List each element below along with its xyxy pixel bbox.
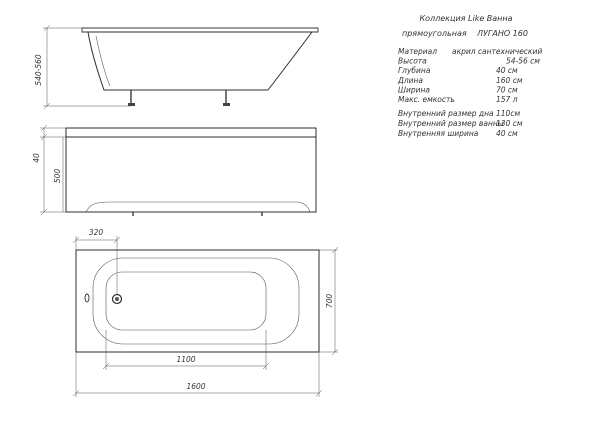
front-view-rim bbox=[66, 128, 316, 137]
spec-block bbox=[397, 14, 542, 138]
spec-value: 54-56 см bbox=[506, 56, 540, 66]
side-height-label: 540-560 bbox=[34, 54, 43, 86]
spec-label: Глубина bbox=[398, 66, 431, 76]
leg-foot bbox=[223, 103, 230, 106]
front-height-label: 500 bbox=[53, 168, 62, 184]
shape-label: прямоугольная bbox=[402, 29, 467, 38]
width-label: 700 bbox=[325, 293, 334, 309]
spec-value: акрил сантехнический bbox=[452, 47, 543, 56]
front-depth-label: 40 bbox=[32, 153, 41, 163]
overflow-icon bbox=[85, 294, 89, 302]
spec-label: Макс. емкость bbox=[398, 95, 455, 104]
spec-value: 130 см bbox=[496, 119, 523, 128]
drain-icon-center bbox=[115, 297, 119, 301]
spec-value: 160 см bbox=[496, 75, 523, 85]
total-length-label: 1600 bbox=[186, 382, 206, 391]
spec-label: Внутренний размер дна bbox=[398, 109, 494, 118]
drain-offset-label: 320 bbox=[88, 228, 104, 237]
model-name: ЛУГАНО 160 bbox=[477, 29, 528, 38]
inner-specs-list bbox=[398, 109, 523, 138]
collection-title: Коллекция Like Ванна bbox=[419, 14, 513, 23]
spec-label: Высота bbox=[398, 56, 427, 66]
specs-list bbox=[397, 47, 542, 104]
side-view-rim bbox=[82, 28, 318, 32]
spec-label: Внутренний размер ванны bbox=[398, 119, 504, 128]
spec-label: Длина bbox=[398, 75, 424, 85]
spec-label: Ширина bbox=[398, 85, 431, 95]
spec-value: 40 см bbox=[496, 66, 518, 76]
spec-value: 70 см bbox=[496, 85, 518, 95]
spec-value: 40 см bbox=[496, 129, 518, 138]
spec-value: 110см bbox=[496, 109, 521, 118]
front-view-panel bbox=[66, 137, 316, 212]
plan-view bbox=[73, 228, 338, 397]
spec-label: Внутренняя ширина bbox=[398, 129, 479, 138]
side-view-shell bbox=[88, 32, 312, 90]
front-view bbox=[32, 125, 316, 216]
side-view bbox=[34, 25, 318, 109]
spec-label: Материал bbox=[398, 47, 438, 56]
leg-foot bbox=[128, 103, 135, 106]
bottom-length-label: 1100 bbox=[176, 355, 196, 364]
spec-value: 157 л bbox=[496, 95, 518, 104]
